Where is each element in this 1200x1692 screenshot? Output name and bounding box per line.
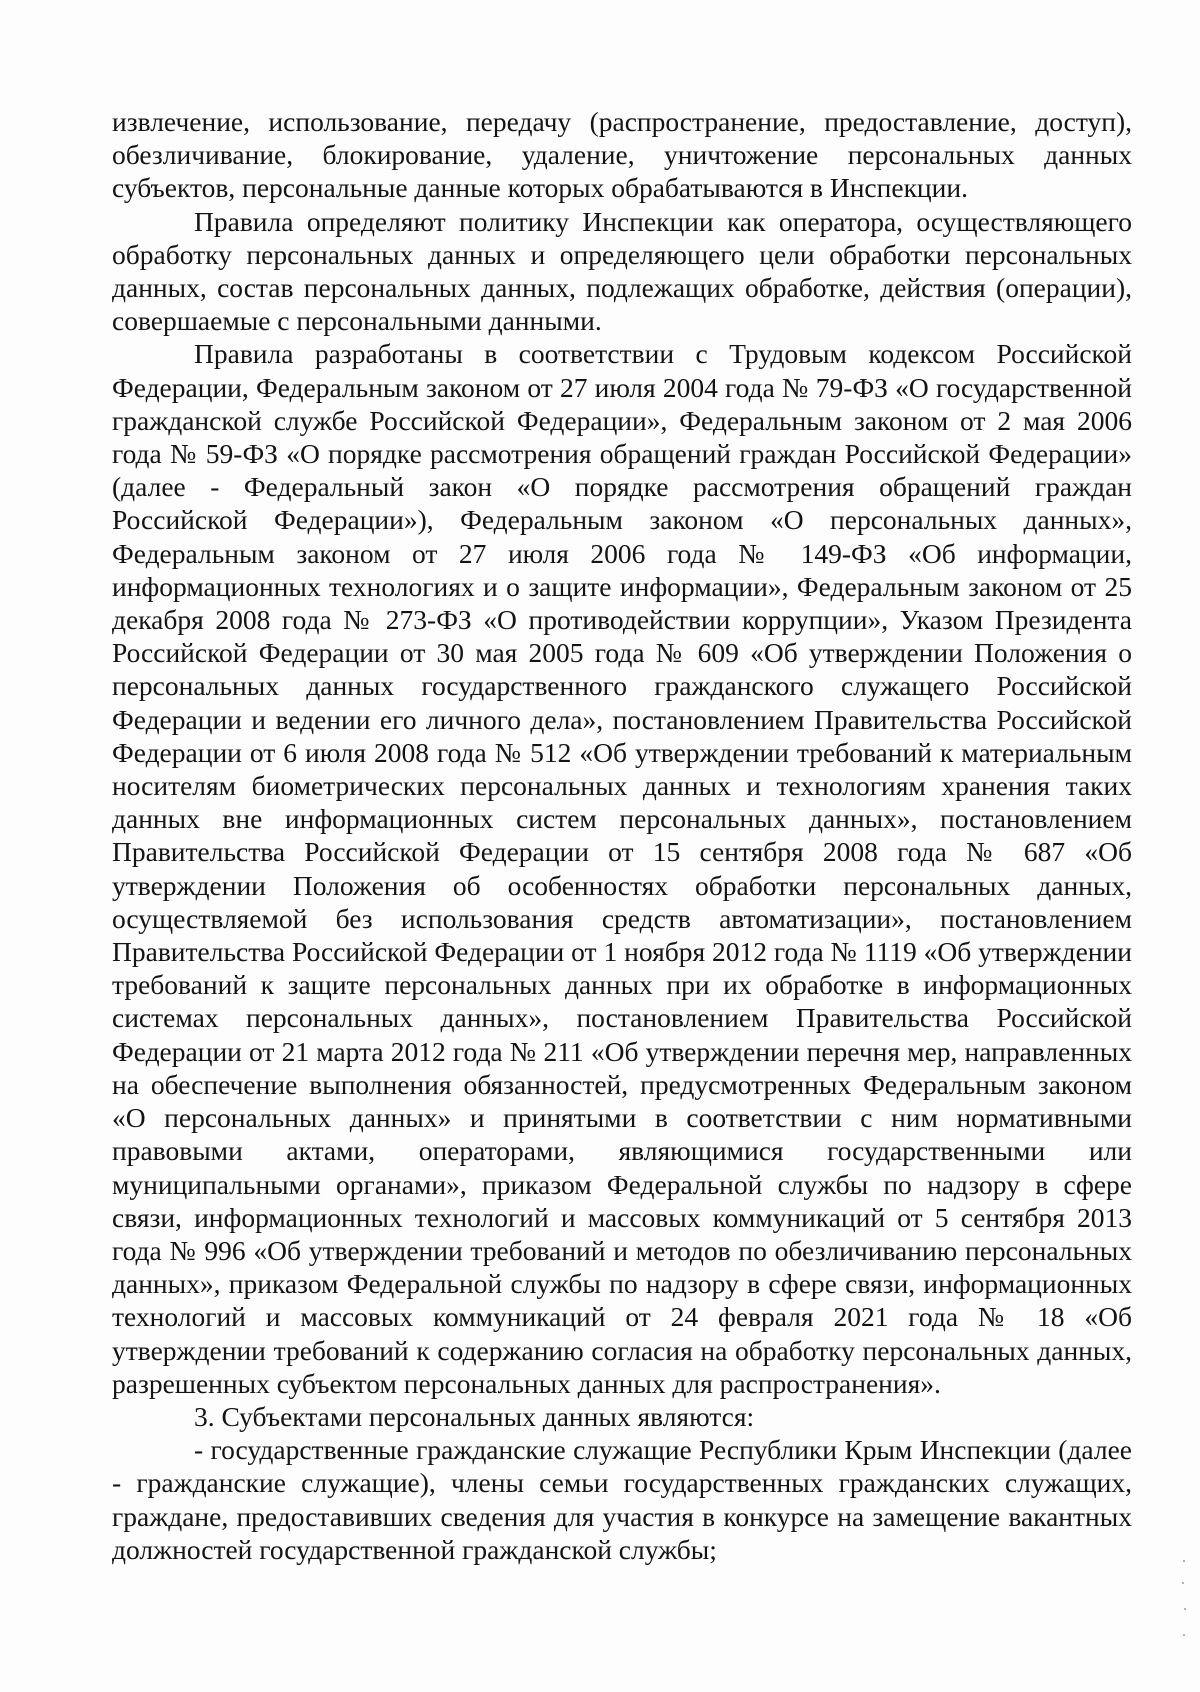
paragraph-continuation: извлечение, использование, передачу (распространение, предоставление, доступ), обезличивание, блокирование, удаление, уничтожение персональных данных субъектов, персональные данные которых обрабатываются в Инспекции. [112, 106, 1132, 204]
scan-speck [1182, 1582, 1184, 1584]
scan-artifact [1182, 1560, 1186, 1640]
paragraph-subjects-heading: 3. Субъектами персональных данных являются: [194, 1400, 755, 1432]
paragraph-legal-basis: Правила разработаны в соответствии с Трудовым кодексом Российской Федерации, Федеральным законом от 27 июля 2004 года № 79-ФЗ «О государственной гражданской службе Российской Федерации», Федеральным законом от 2 мая 2006 года № 59-ФЗ «О порядке рассмотрения обращений граждан Российской Федерации» (далее - Федеральный закон «О порядке рассмотрения обращений граждан Российской Федерации»), Федеральным законом «О персональных данных», Федеральным законом от 27 июля 2006 года № 149-ФЗ «Об информации, информационных технологиях и о защите информации», Федеральным законом от 25 декабря 2008 года № 273-ФЗ «О противодействии коррупции», Указом Президента Российской Федерации от 30 мая 2005 года № 609 «Об утверждении Положения о персональных данных государственного гражданского служащего Российской Федерации и ведении его личного дела», постановлением Правительства Российской Федерации от 6 июля 2008 года № 512 «Об утверждении требований к материальным носителям биометрических персональных данных и технологиям хранения таких данных вне информационных систем персональных данных», постановлением Правительства Российской Федерации от 15 сентября 2008 года № 687 «Об утверждении Положения об особенностях обработки персональных данных, осуществляемой без использования средств автоматизации», постановлением Правительства Российской Федерации от 1 ноября 2012 года № 1119 «Об утверждении требований к защите персональных данных при их обработке в информационных системах персональных данных», постановлением Правительства Российской Федерации от 21 марта 2012 года № 211 «Об утверждении перечня мер, направленных на обеспечение выполнения обязанностей, предусмотренных Федеральным законом «О персональных данных» и принятыми в соответствии с ним нормативными правовыми актами, операторами, являющимися государственными или муниципальными органами», приказом Федеральной службы по надзору в сфере связи, информационных технологий и массовых коммуникаций от 5 сентября 2013 года № 996 «Об утверждении требований и методов по обезличиванию персональных данных», приказом Федеральной службы по надзору в сфере связи, информационных технологий и массовых коммуникаций от 24 февраля 2021 года № 18 «Об утверждении требований к содержанию согласия на обработку персональных данных, разрешенных субъектом персональных данных для распространения». [112, 338, 1132, 1399]
scan-speck [1183, 1634, 1185, 1636]
scan-speck [1183, 1560, 1185, 1562]
paragraph-rules-policy: Правила определяют политику Инспекции как оператора, осуществляющего обработку персональных данных и определяющего цели обработки персональных данных, состав персональных данных, подлежащих обработке, действия (операции), совершаемые с персональными данными. [112, 205, 1132, 337]
scan-speck [1184, 1608, 1186, 1610]
document-body [112, 105, 1132, 1566]
paragraph-subjects-item: - государственные гражданские служащие Республики Крым Инспекции (далее - гражданские служащие), члены семьи государственных гражданских служащих, граждане, предоставивших сведения для участия в конкурсе на замещение вакантных должностей государственной гражданской службы; [112, 1434, 1132, 1565]
